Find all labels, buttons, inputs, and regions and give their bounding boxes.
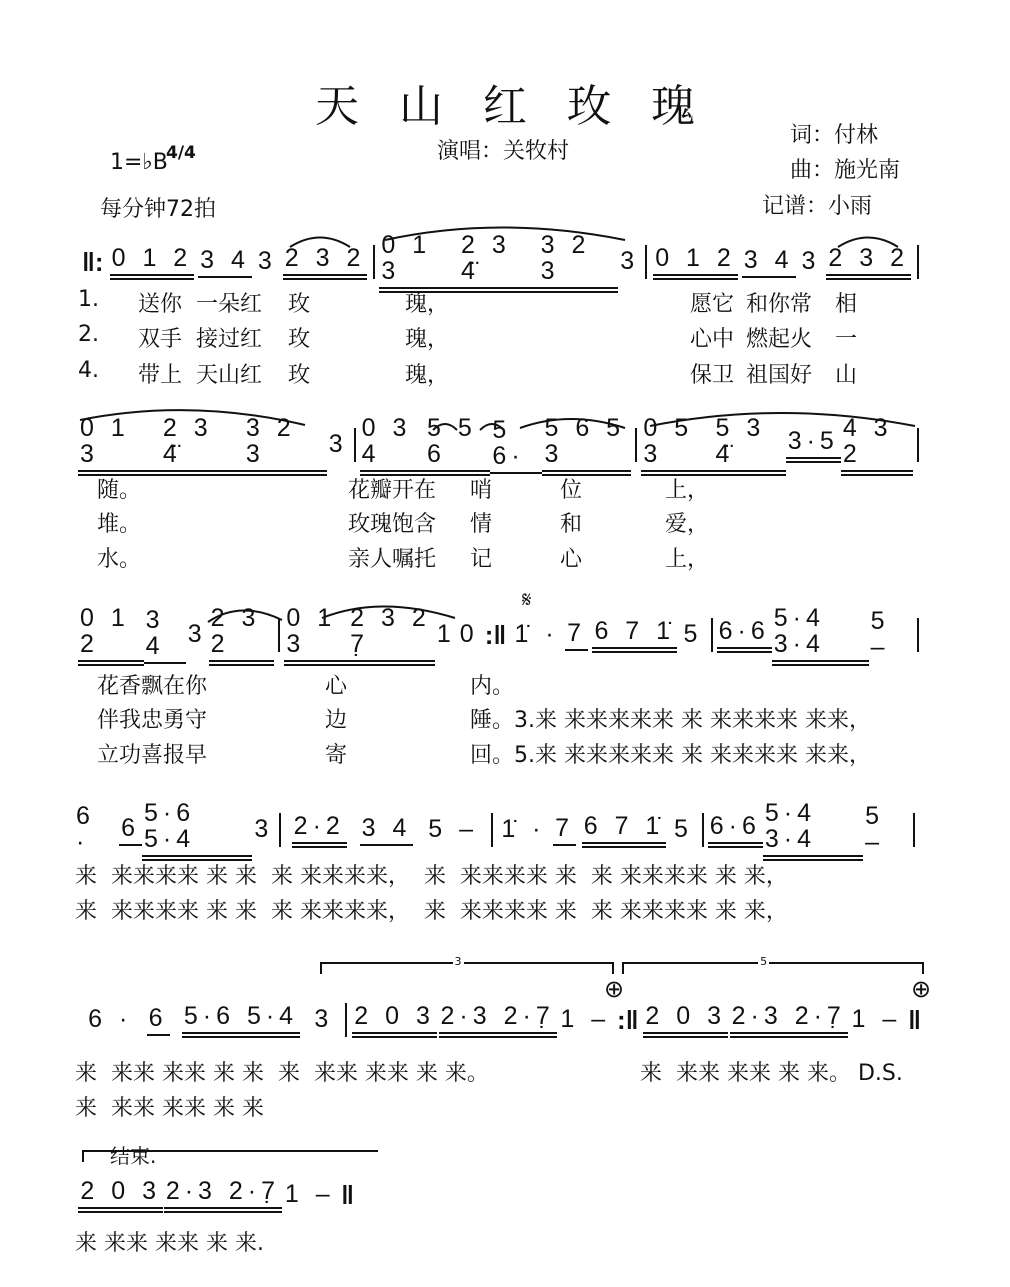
barline bbox=[917, 245, 919, 279]
barline bbox=[917, 428, 919, 462]
lyric: 立功喜报早 bbox=[97, 743, 208, 768]
note-group: 3 2 3 bbox=[539, 232, 619, 293]
note-group: 7 bbox=[565, 620, 588, 651]
time-signature: 4/4 bbox=[166, 143, 196, 163]
note-group: 5 6· bbox=[490, 417, 542, 474]
lyric: 心 bbox=[325, 674, 348, 699]
barline bbox=[279, 813, 281, 847]
lyric: 堆。 bbox=[97, 512, 142, 537]
note-group: 6 7 1̇ bbox=[582, 813, 667, 848]
note-group: 6 7 1̇ bbox=[592, 618, 677, 653]
measure bbox=[360, 415, 632, 476]
lyric: 寄 bbox=[325, 743, 348, 768]
note-group: 0 3 4 bbox=[360, 415, 425, 476]
start-repeat-barline: ‖: bbox=[82, 246, 104, 277]
lyric: 和 bbox=[560, 512, 583, 537]
note-group: 5 bbox=[674, 814, 693, 843]
lyrics-system-4-line-2: 来 来来来来 来 来 来 来来来来， 来 来来来来 来 来 来来来来 来 来， bbox=[75, 899, 788, 924]
note-group: 3 bbox=[801, 246, 821, 275]
barline bbox=[645, 245, 647, 279]
lyric: 天山红 bbox=[196, 363, 263, 388]
note-group: 2 3 2 bbox=[826, 245, 911, 280]
measure bbox=[285, 813, 486, 848]
measure bbox=[284, 605, 480, 666]
note-group: 5·6 5·4 bbox=[182, 1003, 300, 1038]
verse-number: 2. bbox=[78, 322, 99, 347]
fine-label: 结束. bbox=[110, 1144, 157, 1168]
lyric: 双手 bbox=[138, 327, 183, 352]
barline bbox=[917, 618, 919, 652]
measure bbox=[108, 245, 370, 280]
note-group: 0 5 3 bbox=[641, 415, 713, 476]
note-group: 2 3 2 7̣ bbox=[348, 605, 435, 666]
lyrics-system-6: 来 来来 来来 来 来. bbox=[75, 1231, 264, 1256]
lyric: 情 bbox=[470, 512, 493, 537]
lyric: 带上 bbox=[138, 363, 183, 388]
lyric: 瑰， bbox=[405, 327, 450, 352]
lyric: 玫瑰饱含 bbox=[348, 512, 437, 537]
note-group: 5 bbox=[683, 619, 703, 648]
lyric: 亲人嘱托 bbox=[348, 547, 437, 572]
tempo: 每分钟72拍 bbox=[100, 197, 216, 222]
note-group: 2·2 bbox=[292, 813, 347, 848]
measure bbox=[78, 415, 350, 476]
note-group: 6 bbox=[119, 815, 142, 846]
lyric: 位 bbox=[560, 478, 583, 503]
notation-system-4 bbox=[74, 798, 919, 856]
lyric: 送你 bbox=[138, 292, 183, 317]
lyric: 心中 bbox=[690, 327, 735, 352]
lyric: 伴我忠勇守 bbox=[97, 708, 208, 733]
note-group: 5 3 4̈ bbox=[714, 415, 786, 476]
coda-icon: ⊕ bbox=[911, 975, 932, 1003]
barline bbox=[278, 618, 280, 652]
note-group: 3 4 bbox=[144, 607, 186, 664]
note-group: 0 1 3 bbox=[379, 232, 459, 293]
note-group: 6 · bbox=[88, 1004, 133, 1033]
measure bbox=[708, 800, 909, 861]
lyric: 瑰， bbox=[405, 292, 450, 317]
notation-system-2 bbox=[78, 413, 923, 470]
measure bbox=[78, 1178, 337, 1213]
note-group: 7 bbox=[553, 815, 576, 846]
ending-bracket-3 bbox=[320, 955, 614, 974]
lyric: 玫 bbox=[288, 363, 311, 388]
song-title: 天山红玫瑰 bbox=[315, 81, 735, 132]
lyric: 随。 bbox=[97, 478, 142, 503]
note-group: 5 – bbox=[870, 606, 890, 661]
note-group: 3·5 bbox=[786, 428, 841, 463]
measure bbox=[510, 618, 706, 653]
measure bbox=[717, 605, 913, 666]
note-group: 0 bbox=[459, 619, 479, 648]
note-group: 2·3 2·7̣ bbox=[164, 1178, 282, 1213]
notation-system-5 bbox=[80, 1002, 925, 1038]
lyricist: 词：付林 bbox=[790, 123, 879, 148]
note-group: 1 – bbox=[284, 1179, 335, 1208]
note-group: 3 bbox=[620, 246, 640, 275]
notation-system-1 bbox=[78, 230, 923, 285]
double-barline: ‖ bbox=[908, 1004, 921, 1035]
lyric: 相 bbox=[835, 292, 858, 317]
note-group: 1 – bbox=[560, 1004, 611, 1033]
lyric: 山 bbox=[835, 363, 858, 388]
singer: 演唱：关牧村 bbox=[437, 139, 570, 164]
segno-icon: 𝄋 bbox=[522, 588, 532, 613]
measure bbox=[80, 1003, 341, 1038]
measure bbox=[379, 232, 641, 293]
lyric: 接过红 bbox=[196, 327, 263, 352]
lyric: 玫 bbox=[288, 292, 311, 317]
lyric: 瑰， bbox=[405, 363, 450, 388]
lyric: 陲。3.来 来来来来来 来 来来来来 来来， bbox=[470, 708, 871, 733]
lyric: 回。5.来 来来来来来 来 来来来来 来来， bbox=[470, 743, 871, 768]
measure bbox=[497, 813, 698, 848]
lyric: 保卫 bbox=[690, 363, 735, 388]
note-group: 6·6 bbox=[708, 813, 763, 848]
lyric: 和你常 bbox=[746, 292, 813, 317]
note-group: 2 0 3 bbox=[78, 1178, 163, 1213]
barline bbox=[702, 813, 704, 847]
note-group: 3 bbox=[328, 429, 348, 458]
note-group: 2·3 2·7̣ bbox=[730, 1003, 848, 1038]
note-group: 4 3 2 bbox=[841, 415, 913, 476]
note-group: 2 3 2 bbox=[209, 605, 275, 666]
note-group: 2·3 2·7̣ bbox=[439, 1003, 557, 1038]
lyric: 记 bbox=[470, 547, 493, 572]
note-group: 5·6 5·4 bbox=[142, 800, 252, 861]
lyrics-system-4-line-1: 来 来来来来 来 来 来 来来来来， 来 来来来来 来 来 来来来来 来 来， bbox=[75, 864, 788, 889]
note-group: 5 6 5 3 bbox=[542, 415, 631, 476]
lyric: 花瓣开在 bbox=[348, 478, 437, 503]
note-group: 5 – bbox=[428, 814, 479, 843]
measure bbox=[351, 1003, 612, 1038]
coda-icon: ⊕ bbox=[604, 975, 625, 1003]
note-group: 0 1 2 bbox=[78, 605, 144, 666]
lyric: 哨 bbox=[470, 478, 493, 503]
barline bbox=[345, 1003, 347, 1037]
note-group: 0 1 2 bbox=[110, 245, 195, 280]
lyric: 一朵红 bbox=[196, 292, 263, 317]
barline bbox=[635, 428, 637, 462]
final-barline: ‖ bbox=[341, 1179, 354, 1210]
lyric: 爱， bbox=[665, 512, 710, 537]
barline bbox=[354, 428, 356, 462]
verse-number: 4. bbox=[78, 358, 99, 383]
note-group: 2 3 4̈ bbox=[161, 415, 244, 476]
note-group: 1 – bbox=[851, 1004, 902, 1033]
lyric: 边 bbox=[325, 708, 348, 733]
end-repeat-barline: :‖ bbox=[616, 1004, 639, 1035]
note-group: 2 0 3 bbox=[352, 1003, 437, 1038]
note-group: 3 4 bbox=[742, 247, 796, 278]
key-signature: 1=♭B bbox=[110, 150, 168, 175]
note-group: 6·6 bbox=[717, 618, 772, 653]
note-group: 5 5 6 bbox=[425, 415, 490, 476]
verse-number: 1. bbox=[78, 287, 99, 312]
end-repeat-barline: :‖ bbox=[484, 619, 507, 650]
measure bbox=[74, 800, 275, 861]
note-group: 1 bbox=[436, 619, 456, 648]
lyric: 花香飘在你 bbox=[97, 674, 208, 699]
lyric: 愿它 bbox=[690, 292, 735, 317]
composer: 曲：施光南 bbox=[790, 158, 901, 183]
note-group: 6 bbox=[147, 1005, 170, 1036]
note-group: 1̇ · bbox=[501, 814, 546, 843]
lyric: 上， bbox=[665, 478, 710, 503]
note-group: 3 bbox=[187, 619, 207, 648]
note-group: 0 1 2 bbox=[653, 245, 738, 280]
note-group: 2 0 3 bbox=[643, 1003, 728, 1038]
note-group: 3 bbox=[254, 814, 274, 843]
ending-number: 5 bbox=[760, 955, 768, 968]
lyric: 水。 bbox=[97, 547, 142, 572]
note-group: 2 3 2 bbox=[283, 245, 368, 280]
measure bbox=[651, 245, 913, 280]
lyric: 玫 bbox=[288, 327, 311, 352]
note-group: 2 3 4̈ bbox=[459, 232, 539, 293]
notation-system-6 bbox=[78, 1177, 358, 1213]
barline bbox=[491, 813, 493, 847]
lyrics-system-5-line-2: 来 来来 来来 来 来 bbox=[75, 1096, 264, 1121]
note-group: 5 – bbox=[865, 801, 884, 856]
note-group: 3 4 bbox=[198, 247, 252, 278]
lyric: 内。 bbox=[470, 674, 515, 699]
note-group: 0 1 3 bbox=[78, 415, 161, 476]
barline bbox=[373, 245, 375, 279]
measure bbox=[641, 415, 913, 476]
lyric: 祖国好 bbox=[746, 363, 813, 388]
ending-number: 3 bbox=[454, 955, 462, 968]
note-group: 1̇ · bbox=[514, 619, 559, 648]
lyric: 上， bbox=[665, 547, 710, 572]
note-group: 5·4 3·4 bbox=[763, 800, 863, 861]
lyrics-system-5-line-1: 来 来来 来来 来 来 来 来来 来来 来 来。 bbox=[75, 1061, 489, 1086]
barline bbox=[711, 618, 713, 652]
transcriber: 记谱：小雨 bbox=[762, 194, 873, 219]
barline bbox=[913, 813, 915, 847]
note-group: 5·4 3·4 bbox=[772, 605, 869, 666]
measure bbox=[78, 605, 274, 666]
note-group: 3 4 bbox=[360, 815, 414, 846]
note-group: 3 bbox=[314, 1004, 334, 1033]
lyrics-system-5-coda-lyric: 来 来来 来来 来 来。 D.S. bbox=[640, 1061, 903, 1086]
lyric: 一 bbox=[835, 327, 858, 352]
notation-system-3 bbox=[78, 603, 923, 661]
lyric: 心 bbox=[560, 547, 583, 572]
note-group: 6 · bbox=[76, 801, 95, 856]
note-group: 0 1 3 bbox=[284, 605, 348, 666]
lyric: 燃起火 bbox=[746, 327, 813, 352]
note-group: 3 2 3 bbox=[244, 415, 327, 476]
note-group: 3 bbox=[257, 246, 277, 275]
measure bbox=[643, 1003, 904, 1038]
fine-ending-bracket bbox=[82, 1144, 378, 1168]
ending-bracket-5 bbox=[622, 955, 924, 974]
